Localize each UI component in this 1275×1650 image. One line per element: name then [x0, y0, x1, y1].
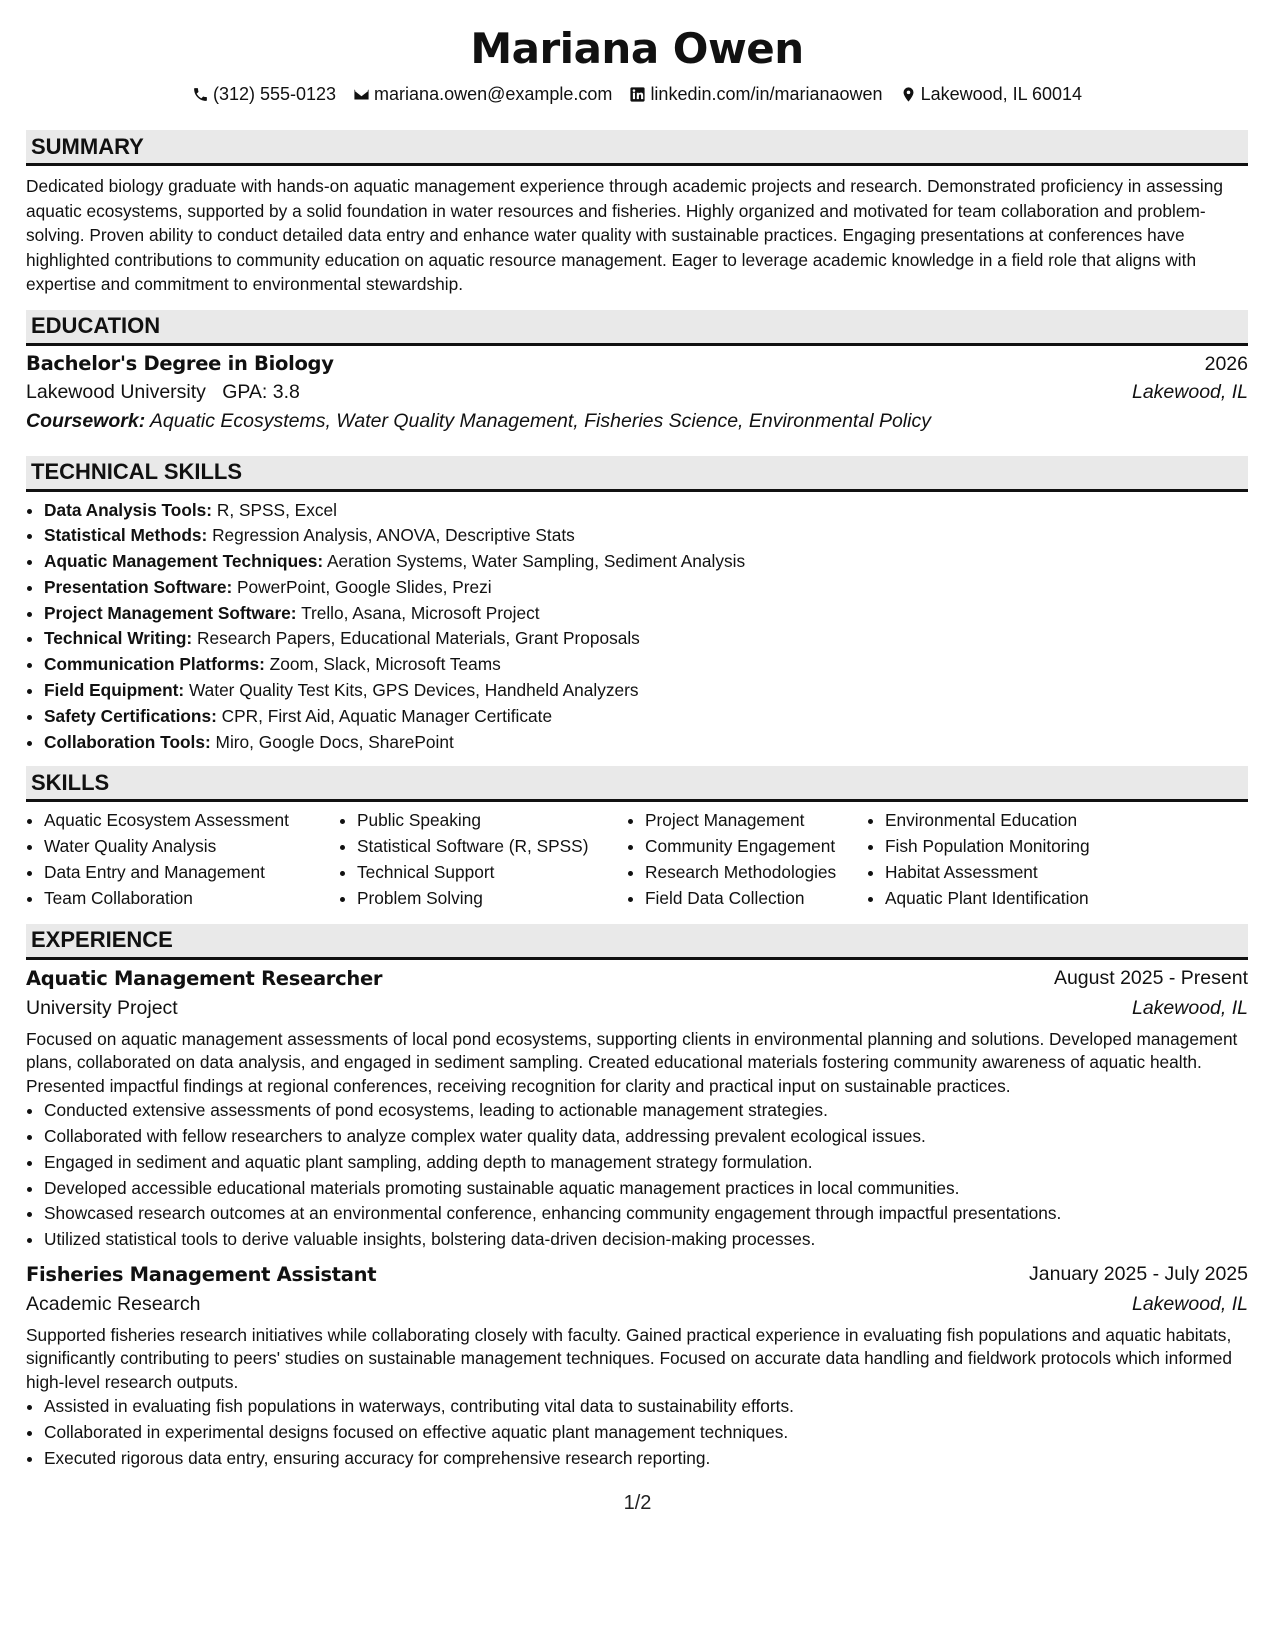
job-org: Academic Research — [26, 1293, 201, 1316]
coursework-label: Coursework: — [26, 409, 146, 432]
skill-value: Research Papers, Educational Materials, Grant Proposals — [197, 628, 640, 649]
coursework — [26, 410, 1248, 439]
list-item: • Research Methodologies — [645, 860, 867, 886]
job-bullets — [26, 1098, 1248, 1253]
map-marker-icon — [900, 86, 917, 103]
list-item: • Problem Solving — [357, 886, 627, 912]
skills-column — [339, 808, 627, 911]
school-location: Lakewood, IL — [1131, 380, 1248, 403]
degree: Bachelor's Degree in Biology — [26, 351, 334, 375]
list-item: • Field Data Collection — [645, 886, 867, 912]
list-item: • Conducted extensive assessments of pond ecosystems, leading to actionable management strategies. — [44, 1098, 1248, 1124]
contact-linkedin-text: linkedin.com/in/marianaowen — [650, 83, 883, 104]
job-dates: August 2025 - Present — [1053, 967, 1248, 990]
skill-value: Trello, Asana, Microsoft Project — [301, 602, 540, 623]
job-location: Lakewood, IL — [1131, 1293, 1248, 1316]
list-item: • Collaborated in experimental designs focused on effective aquatic plant management techniques. — [44, 1420, 1248, 1446]
job-title: Aquatic Management Researcher — [26, 967, 383, 991]
technical-skills-heading: TECHNICAL SKILLS — [26, 456, 1248, 492]
skill-key: Field Equipment: — [44, 680, 185, 701]
skill-key: Safety Certifications: — [44, 705, 217, 726]
contact-linkedin[interactable] — [629, 84, 882, 105]
skill-value: Water Quality Test Kits, GPS Devices, Handheld Analyzers — [188, 680, 639, 701]
page-number: 1/2 — [623, 1492, 652, 1514]
summary-text: Dedicated biology graduate with hands-on aquatic management experience through academic projects and research. Demonstrated proficiency in assessing aquatic ecosystems, supported by a solid foundation in water resources and fisheries. Highly organized and motivated for team collaboration and problem-solving. Proven ability to conduct detailed data entry and enhance water quality with sustainable practices. Engaging presentations at conferences have highlighted contributions to community education on aquatic resource management. Eager to leverage academic knowledge in a field role that aligns with expertise and commitment to environmental stewardship. — [26, 176, 1223, 294]
education-heading: EDUCATION — [26, 310, 1248, 346]
skill-value: R, SPSS, Excel — [216, 499, 337, 520]
list-item: • Engaged in sediment and aquatic plant sampling, adding depth to management strategy formulation. — [44, 1150, 1248, 1176]
list-item — [44, 523, 1248, 549]
list-item: • Data Entry and Management — [44, 860, 339, 886]
skills-column — [627, 808, 867, 911]
job-location: Lakewood, IL — [1131, 997, 1248, 1020]
list-item: • Executed rigorous data entry, ensuring accuracy for comprehensive research reporting. — [44, 1446, 1248, 1472]
list-item — [44, 626, 1248, 652]
contact-email-text: mariana.owen@example.com — [374, 83, 613, 104]
skill-value: PowerPoint, Google Slides, Prezi — [237, 576, 492, 597]
list-item: • Developed accessible educational materials promoting sustainable aquatic management practices in local communities. — [44, 1176, 1248, 1202]
skill-value: CPR, First Aid, Aquatic Manager Certificate — [221, 705, 553, 726]
experience-heading: EXPERIENCE — [26, 924, 1248, 960]
skills-grid — [26, 808, 1248, 911]
skill-value: Miro, Google Docs, SharePoint — [215, 731, 454, 752]
skill-key: Presentation Software: — [44, 576, 233, 597]
school-name: Lakewood University — [26, 380, 206, 403]
list-item: • Assisted in evaluating fish populations in waterways, contributing vital data to sustainability efforts. — [44, 1394, 1248, 1420]
list-item: • Team Collaboration — [44, 886, 339, 912]
job-title: Fisheries Management Assistant — [26, 1263, 377, 1287]
list-item — [44, 549, 1248, 575]
list-item — [44, 678, 1248, 704]
contact-bar — [26, 82, 1248, 106]
skill-key: Project Management Software: — [44, 602, 297, 623]
list-item: • Technical Support — [357, 860, 627, 886]
list-item: • Habitat Assessment — [885, 860, 1090, 886]
list-item — [44, 704, 1248, 730]
envelope-icon — [353, 86, 370, 103]
list-item: • Aquatic Ecosystem Assessment — [44, 808, 339, 834]
skill-key: Data Analysis Tools: — [44, 499, 213, 520]
job-description: Supported fisheries research initiatives while collaborating closely with faculty. Gained practical experience in evaluating fish populations and aquatic habitats, significantly contributing to peers' studies on sustainable management techniques. Focused on accurate data handling and fieldwork protocols which informed high-level research outputs. — [26, 1324, 1233, 1392]
list-item: • Project Management — [645, 808, 867, 834]
job-org: University Project — [26, 997, 178, 1020]
coursework-list: Aquatic Ecosystems, Water Quality Management, Fisheries Science, Environmental Policy — [149, 409, 931, 432]
graduation-year: 2026 — [1204, 352, 1248, 375]
list-item: • Community Engagement — [645, 834, 867, 860]
list-item — [44, 652, 1248, 678]
phone-icon — [192, 86, 209, 103]
summary-heading: SUMMARY — [26, 130, 1248, 166]
skill-key: Communication Platforms: — [44, 654, 265, 675]
list-item: • Showcased research outcomes at an environmental conference, enhancing community engagement through impactful presentations. — [44, 1201, 1248, 1227]
education-entry — [26, 352, 1248, 439]
skills-heading: SKILLS — [26, 766, 1248, 802]
list-item — [44, 575, 1248, 601]
list-item: • Fish Population Monitoring — [885, 834, 1090, 860]
technical-skills-list — [26, 498, 1248, 756]
list-item: • Public Speaking — [357, 808, 627, 834]
list-item — [44, 601, 1248, 627]
contact-phone-text: (312) 555-0123 — [212, 83, 337, 104]
list-item: • Environmental Education — [885, 808, 1090, 834]
contact-location — [900, 84, 1082, 105]
list-item: • Collaborated with fellow researchers to analyze complex water quality data, addressing prevalent ecological issues. — [44, 1124, 1248, 1150]
school-line — [26, 381, 300, 404]
linkedin-icon — [629, 86, 646, 103]
resume-page — [26, 0, 1248, 1472]
job-dates: January 2025 - July 2025 — [1029, 1263, 1248, 1286]
skill-key: Collaboration Tools: — [44, 731, 211, 752]
job-entry — [26, 1260, 1248, 1472]
list-item — [44, 730, 1248, 756]
skills-column — [26, 808, 339, 911]
job-description: Focused on aquatic management assessments of local pond ecosystems, supporting clients in environmental planning and solutions. Developed management plans, collaborated on data analysis, and engaged in sediment sampling. Created educational materials fostering community awareness of aquatic health. Presented impactful findings at regional conferences, receiving recognition for clarity and practical input on sustainable practices. — [26, 1028, 1238, 1096]
skill-value: Regression Analysis, ANOVA, Descriptive Stats — [212, 525, 575, 546]
list-item: • Utilized statistical tools to derive valuable insights, bolstering data-driven decision-making processes. — [44, 1227, 1248, 1253]
contact-phone[interactable] — [192, 84, 336, 105]
list-item — [44, 498, 1248, 524]
list-item: • Statistical Software (R, SPSS) — [357, 834, 627, 860]
skill-key: Statistical Methods: — [44, 525, 208, 546]
list-item: • Water Quality Analysis — [44, 834, 339, 860]
contact-email[interactable] — [353, 84, 612, 105]
gpa: GPA: 3.8 — [222, 380, 300, 403]
skill-key: Aquatic Management Techniques: — [44, 551, 324, 572]
skills-column — [867, 808, 1090, 911]
candidate-name: Mariana Owen — [470, 24, 804, 73]
job-bullets — [26, 1394, 1248, 1471]
skill-value: Aeration Systems, Water Sampling, Sediment Analysis — [326, 551, 746, 572]
skill-key: Technical Writing: — [44, 628, 193, 649]
contact-location-text: Lakewood, IL 60014 — [920, 83, 1083, 104]
skill-value: Zoom, Slack, Microsoft Teams — [269, 654, 501, 675]
list-item: • Aquatic Plant Identification — [885, 886, 1090, 912]
job-entry — [26, 964, 1248, 1253]
